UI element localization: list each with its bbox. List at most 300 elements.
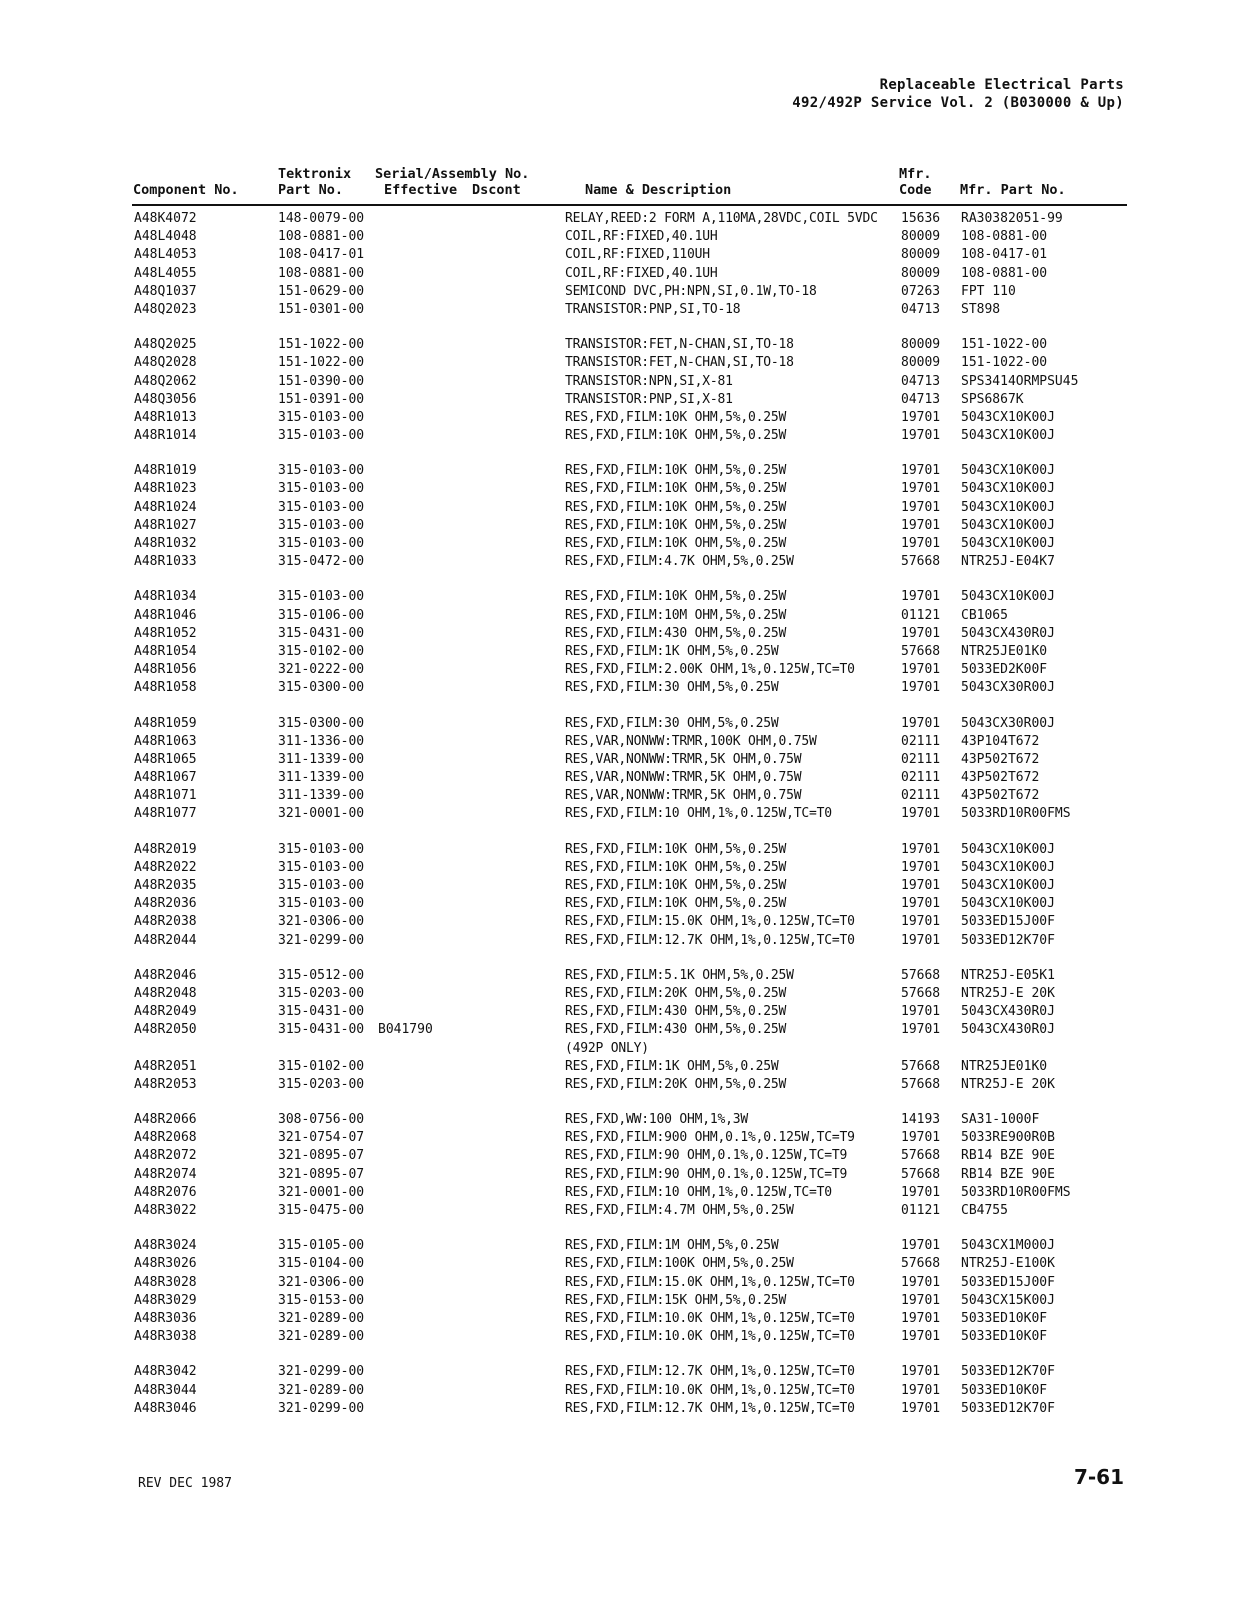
table-row: [0, 499, 1237, 517]
mfr-code: 19701: [901, 536, 941, 551]
name-description: RES,FXD,FILM:30 OHM,5%,0.25W: [565, 715, 779, 731]
mfr-code: 57668: [901, 985, 941, 1001]
component-no: A48R3038: [134, 1329, 197, 1345]
tektronix-part-no: 321-0289-00: [278, 1329, 365, 1345]
component-no: A48R1063: [134, 733, 197, 749]
table-row: [0, 336, 1237, 354]
table-row: [0, 1202, 1237, 1220]
component-no: A48R2053: [134, 1076, 197, 1092]
mfr-part-no: 5043CX10K00J: [961, 859, 1055, 875]
mfr-part-no: 108-0881-00: [961, 229, 1048, 245]
name-description: RES,FXD,FILM:5.1K OHM,5%,0.25W: [565, 967, 794, 983]
page-header: [792, 76, 1124, 112]
mfr-part-no: SPS6867K: [961, 391, 1024, 407]
name-description: RES,FXD,FILM:15.0K OHM,1%,0.125W,TC=T0: [565, 914, 855, 930]
mfr-part-no: 5043CX10K00J: [961, 463, 1055, 479]
name-description: RELAY,REED:2 FORM A,110MA,28VDC,COIL 5VDC: [565, 211, 878, 226]
name-description: RES,FXD,FILM:10M OHM,5%,0.25W: [565, 607, 787, 623]
table-row: [0, 391, 1237, 409]
mfr-code: 02111: [901, 788, 941, 804]
component-no: A48R3024: [134, 1238, 197, 1254]
name-description: TRANSISTOR:NPN,SI,X-81: [565, 373, 733, 389]
tektronix-part-no: 315-0103-00: [278, 859, 365, 875]
mfr-code: 19701: [901, 1364, 941, 1380]
name-description: RES,VAR,NONWW:TRMR,100K OHM,0.75W: [565, 733, 817, 749]
name-description: RES,FXD,FILM:2.00K OHM,1%,0.125W,TC=T0: [565, 662, 855, 678]
table-row: [0, 913, 1237, 931]
tektronix-part-no: 321-0299-00: [278, 1364, 365, 1380]
mfr-part-no: 5043CX10K00J: [961, 409, 1055, 425]
table-row: [0, 553, 1237, 571]
tektronix-part-no: 321-0289-00: [278, 1382, 365, 1398]
mfr-code: 19701: [901, 680, 941, 696]
component-no: A48Q2062: [134, 373, 197, 389]
mfr-part-no: 5033ED12K70F: [961, 1364, 1055, 1380]
table-row: [0, 480, 1237, 498]
tektronix-part-no: 315-0103-00: [278, 481, 365, 497]
tektronix-part-no: 315-0102-00: [278, 643, 365, 659]
mfr-code: 80009: [901, 247, 941, 263]
tektronix-part-no: 321-0289-00: [278, 1310, 365, 1326]
mfr-part-no: NTR25J-E100K: [961, 1256, 1055, 1272]
mfr-part-no: SA31-1000F: [961, 1112, 1040, 1128]
serial-effective: B041790: [378, 1022, 433, 1038]
mfr-code: 15636: [901, 211, 941, 226]
column-header-part-no: Part No.: [278, 182, 344, 198]
column-header-component: Component No.: [133, 182, 239, 198]
component-no: A48L4053: [134, 247, 197, 263]
table-row: [0, 751, 1237, 769]
mfr-code: 04713: [901, 391, 941, 407]
table-row: [0, 283, 1237, 301]
mfr-part-no: RB14 BZE 90E: [961, 1166, 1055, 1182]
parts-list: [0, 210, 1237, 1418]
tektronix-part-no: 321-0306-00: [278, 914, 365, 930]
component-no: A48R2036: [134, 896, 197, 912]
column-header-effective: Effective: [384, 182, 458, 198]
mfr-code: 19701: [901, 1004, 941, 1020]
component-no: A48R3026: [134, 1256, 197, 1272]
table-row: [0, 1058, 1237, 1076]
tektronix-part-no: 108-0417-01: [278, 247, 365, 263]
mfr-code: 19701: [901, 1130, 941, 1146]
revision-date: REV DEC 1987: [138, 1476, 232, 1491]
name-description: RES,FXD,FILM:20K OHM,5%,0.25W: [565, 1076, 787, 1092]
mfr-part-no: NTR25JE01K0: [961, 1058, 1048, 1074]
mfr-code: 19701: [901, 1310, 941, 1326]
table-row: [0, 733, 1237, 751]
tektronix-part-no: 315-0105-00: [278, 1238, 365, 1254]
tektronix-part-no: 315-0103-00: [278, 428, 365, 444]
mfr-part-no: 5043CX10K00J: [961, 517, 1055, 533]
mfr-part-no: 151-1022-00: [961, 355, 1048, 371]
table-row: [0, 769, 1237, 787]
column-header-mfr: Mfr.: [899, 166, 932, 182]
table-row: [0, 427, 1237, 445]
mfr-code: 07263: [901, 283, 941, 299]
mfr-code: 19701: [901, 1400, 941, 1416]
column-header-name-description: Name & Description: [585, 182, 732, 198]
header-divider: [132, 204, 1127, 206]
name-description: RES,FXD,FILM:4.7K OHM,5%,0.25W: [565, 554, 794, 570]
mfr-part-no: ST898: [961, 301, 1001, 317]
component-no: A48R1065: [134, 751, 197, 767]
mfr-code: 14193: [901, 1112, 941, 1128]
table-row: [0, 517, 1237, 535]
component-no: A48R1071: [134, 788, 197, 804]
tektronix-part-no: 311-1339-00: [278, 751, 365, 767]
table-row: [0, 265, 1237, 283]
name-description: RES,FXD,FILM:12.7K OHM,1%,0.125W,TC=T0: [565, 1364, 855, 1380]
name-description: RES,FXD,FILM:10K OHM,5%,0.25W: [565, 463, 787, 479]
tektronix-part-no: 315-0102-00: [278, 1058, 365, 1074]
name-description: TRANSISTOR:FET,N-CHAN,SI,TO-18: [565, 355, 794, 371]
tektronix-part-no: 315-0104-00: [278, 1256, 365, 1272]
mfr-part-no: 5043CX10K00J: [961, 878, 1055, 893]
table-row: [0, 877, 1237, 895]
tektronix-part-no: 315-0103-00: [278, 589, 365, 605]
tektronix-part-no: 108-0881-00: [278, 229, 365, 245]
tektronix-part-no: 321-0001-00: [278, 806, 365, 822]
table-row: [0, 409, 1237, 427]
component-no: A48R1023: [134, 481, 197, 497]
table-row: [0, 859, 1237, 877]
table-row: [0, 895, 1237, 913]
component-no: A48Q1037: [134, 283, 197, 299]
component-no: A48R3022: [134, 1203, 197, 1218]
tektronix-part-no: 315-0475-00: [278, 1203, 365, 1218]
component-no: A48Q3056: [134, 391, 197, 407]
table-row: [0, 246, 1237, 264]
component-no: A48R2035: [134, 878, 197, 893]
component-no: A48R2074: [134, 1166, 197, 1182]
name-description: RES,FXD,FILM:10.0K OHM,1%,0.125W,TC=T0: [565, 1310, 855, 1326]
mfr-part-no: 5033ED10K0F: [961, 1329, 1048, 1345]
table-row: [0, 462, 1237, 480]
table-row: [0, 1021, 1237, 1039]
component-no: A48R1054: [134, 643, 197, 659]
mfr-code: 02111: [901, 733, 941, 749]
tektronix-part-no: 315-0103-00: [278, 517, 365, 533]
tektronix-part-no: 321-0299-00: [278, 932, 365, 948]
name-description: RES,FXD,FILM:10.0K OHM,1%,0.125W,TC=T0: [565, 1329, 855, 1345]
component-no: A48R3044: [134, 1382, 197, 1398]
tektronix-part-no: 315-0203-00: [278, 1076, 365, 1092]
table-row: [0, 373, 1237, 391]
component-no: A48Q2028: [134, 355, 197, 371]
table-row: [0, 228, 1237, 246]
mfr-code: 80009: [901, 337, 941, 353]
table-row: [0, 679, 1237, 697]
mfr-part-no: 43P502T672: [961, 751, 1040, 767]
name-description: RES,FXD,FILM:1K OHM,5%,0.25W: [565, 643, 779, 659]
tektronix-part-no: 311-1339-00: [278, 788, 365, 804]
mfr-part-no: 5043CX10K00J: [961, 536, 1055, 551]
mfr-part-no: 5043CX430R0J: [961, 1004, 1055, 1020]
name-description: RES,FXD,FILM:15K OHM,5%,0.25W: [565, 1292, 787, 1308]
tektronix-part-no: 315-0103-00: [278, 841, 365, 857]
component-no: A48Q2023: [134, 301, 197, 317]
table-row: [0, 932, 1237, 950]
mfr-part-no: 151-1022-00: [961, 337, 1048, 353]
table-row: [0, 1076, 1237, 1094]
mfr-part-no: 108-0881-00: [961, 265, 1048, 281]
name-description: COIL,RF:FIXED,110UH: [565, 247, 710, 263]
mfr-code: 19701: [901, 1238, 941, 1254]
table-row: [0, 354, 1237, 372]
mfr-part-no: 5043CX1M000J: [961, 1238, 1055, 1254]
component-no: A48R2072: [134, 1148, 197, 1164]
component-no: A48R1046: [134, 607, 197, 623]
mfr-code: 01121: [901, 1203, 941, 1218]
tektronix-part-no: 315-0153-00: [278, 1292, 365, 1308]
tektronix-part-no: 151-1022-00: [278, 355, 365, 371]
component-no: A48R3042: [134, 1364, 197, 1380]
column-header-mfr-part-no: Mfr. Part No.: [960, 182, 1066, 198]
table-row: [0, 1237, 1237, 1255]
component-no: A48R1067: [134, 770, 197, 786]
component-no: A48R2050: [134, 1022, 197, 1038]
component-no: A48R1056: [134, 662, 197, 678]
table-row: [0, 1166, 1237, 1184]
table-row: [0, 1255, 1237, 1273]
mfr-code: 19701: [901, 1274, 941, 1290]
mfr-code: 57668: [901, 1058, 941, 1074]
mfr-part-no: NTR25JE01K0: [961, 643, 1048, 659]
tektronix-part-no: 311-1336-00: [278, 733, 365, 749]
tektronix-part-no: 315-0103-00: [278, 878, 365, 893]
table-row: [0, 715, 1237, 733]
name-description: RES,FXD,FILM:10K OHM,5%,0.25W: [565, 428, 787, 444]
table-row: [0, 985, 1237, 1003]
mfr-part-no: 5043CX30R00J: [961, 680, 1055, 696]
tektronix-part-no: 315-0103-00: [278, 409, 365, 425]
mfr-code: 57668: [901, 1166, 941, 1182]
mfr-code: 04713: [901, 373, 941, 389]
mfr-code: 19701: [901, 481, 941, 497]
mfr-code: 19701: [901, 1329, 941, 1345]
mfr-code: 19701: [901, 841, 941, 857]
tektronix-part-no: 315-0300-00: [278, 680, 365, 696]
mfr-code: 04713: [901, 301, 941, 317]
mfr-part-no: FPT 110: [961, 283, 1016, 299]
tektronix-part-no: 321-0299-00: [278, 1400, 365, 1416]
name-description: RES,FXD,FILM:430 OHM,5%,0.25W: [565, 625, 787, 641]
name-description: RES,FXD,FILM:90 OHM,0.1%,0.125W,TC=T9: [565, 1166, 848, 1182]
component-no: A48R1059: [134, 715, 197, 731]
mfr-part-no: 5033ED15J00F: [961, 1274, 1055, 1290]
component-no: A48R3029: [134, 1292, 197, 1308]
mfr-code: 19701: [901, 409, 941, 425]
name-description: RES,FXD,FILM:10K OHM,5%,0.25W: [565, 878, 787, 893]
tektronix-part-no: 151-0629-00: [278, 283, 365, 299]
name-description: (492P ONLY): [565, 1040, 649, 1056]
component-no: A48R3028: [134, 1274, 197, 1290]
mfr-part-no: 43P502T672: [961, 788, 1040, 804]
tektronix-part-no: 315-0106-00: [278, 607, 365, 623]
name-description: RES,FXD,FILM:10K OHM,5%,0.25W: [565, 896, 787, 912]
name-description: RES,FXD,FILM:10 OHM,1%,0.125W,TC=T0: [565, 1184, 832, 1200]
mfr-part-no: 5033ED12K70F: [961, 932, 1055, 948]
mfr-part-no: 5033ED10K0F: [961, 1382, 1048, 1398]
mfr-part-no: 5033RD10R00FMS: [961, 1184, 1071, 1200]
table-row: [0, 1328, 1237, 1346]
component-no: A48R2049: [134, 1004, 197, 1020]
name-description: SEMICOND DVC,PH:NPN,SI,0.1W,TO-18: [565, 283, 817, 299]
name-description: RES,FXD,FILM:15.0K OHM,1%,0.125W,TC=T0: [565, 1274, 855, 1290]
name-description: COIL,RF:FIXED,40.1UH: [565, 229, 718, 245]
mfr-part-no: 5043CX15K00J: [961, 1292, 1055, 1308]
table-row: [0, 1292, 1237, 1310]
mfr-code: 57668: [901, 554, 941, 570]
component-no: A48R3036: [134, 1310, 197, 1326]
name-description: RES,FXD,FILM:430 OHM,5%,0.25W: [565, 1004, 787, 1020]
table-row: [0, 1310, 1237, 1328]
tektronix-part-no: 321-0306-00: [278, 1274, 365, 1290]
component-no: A48R2038: [134, 914, 197, 930]
table-row: [0, 643, 1237, 661]
tektronix-part-no: 315-0431-00: [278, 625, 365, 641]
mfr-part-no: 5043CX430R0J: [961, 1022, 1055, 1038]
column-header-tektronix: Tektronix: [278, 166, 352, 182]
name-description: COIL,RF:FIXED,40.1UH: [565, 265, 718, 281]
tektronix-part-no: 315-0431-00: [278, 1022, 365, 1038]
component-no: A48R1058: [134, 680, 197, 696]
tektronix-part-no: 315-0431-00: [278, 1004, 365, 1020]
tektronix-part-no: 315-0103-00: [278, 499, 365, 515]
table-row: [0, 841, 1237, 859]
table-row: [0, 1147, 1237, 1165]
column-header-mfr-code: Code: [899, 182, 932, 198]
tektronix-part-no: 315-0103-00: [278, 536, 365, 551]
mfr-part-no: 5033RE900R0B: [961, 1130, 1055, 1146]
component-no: A48L4055: [134, 265, 197, 281]
component-no: A48R1034: [134, 589, 197, 605]
mfr-code: 19701: [901, 1022, 941, 1038]
tektronix-part-no: 321-0895-07: [278, 1166, 365, 1182]
mfr-part-no: 43P502T672: [961, 770, 1040, 786]
component-no: A48R3046: [134, 1400, 197, 1416]
name-description: RES,FXD,FILM:10K OHM,5%,0.25W: [565, 841, 787, 857]
header-title: Replaceable Electrical Parts: [879, 77, 1124, 93]
name-description: RES,VAR,NONWW:TRMR,5K OHM,0.75W: [565, 788, 802, 804]
name-description: RES,FXD,FILM:20K OHM,5%,0.25W: [565, 985, 787, 1001]
component-no: A48R2076: [134, 1184, 197, 1200]
mfr-code: 19701: [901, 878, 941, 893]
name-description: TRANSISTOR:FET,N-CHAN,SI,TO-18: [565, 337, 794, 353]
mfr-part-no: RB14 BZE 90E: [961, 1148, 1055, 1164]
mfr-code: 57668: [901, 1076, 941, 1092]
tektronix-part-no: 308-0756-00: [278, 1112, 365, 1128]
mfr-code: 19701: [901, 463, 941, 479]
tektronix-part-no: 148-0079-00: [278, 211, 365, 226]
name-description: RES,FXD,FILM:1M OHM,5%,0.25W: [565, 1238, 779, 1254]
name-description: RES,FXD,FILM:900 OHM,0.1%,0.125W,TC=T9: [565, 1130, 855, 1146]
name-description: RES,FXD,FILM:10K OHM,5%,0.25W: [565, 859, 787, 875]
component-no: A48R1033: [134, 554, 197, 570]
component-no: A48R2051: [134, 1058, 197, 1074]
tektronix-part-no: 315-0512-00: [278, 967, 365, 983]
name-description: RES,FXD,FILM:12.7K OHM,1%,0.125W,TC=T0: [565, 1400, 855, 1416]
name-description: RES,FXD,FILM:4.7M OHM,5%,0.25W: [565, 1203, 794, 1218]
mfr-part-no: 5043CX10K00J: [961, 481, 1055, 497]
column-header-serial-assembly: Serial/Assembly No.: [375, 166, 530, 182]
name-description: RES,FXD,FILM:10K OHM,5%,0.25W: [565, 536, 787, 551]
header-subtitle: 492/492P Service Vol. 2 (B030000 & Up): [792, 95, 1124, 111]
name-description: TRANSISTOR:PNP,SI,X-81: [565, 391, 733, 407]
name-description: RES,FXD,FILM:10K OHM,5%,0.25W: [565, 409, 787, 425]
mfr-part-no: NTR25J-E04K7: [961, 554, 1055, 570]
name-description: RES,FXD,FILM:1K OHM,5%,0.25W: [565, 1058, 779, 1074]
component-no: A48R2044: [134, 932, 197, 948]
name-description: RES,FXD,FILM:10K OHM,5%,0.25W: [565, 589, 787, 605]
mfr-part-no: 5043CX30R00J: [961, 715, 1055, 731]
tektronix-part-no: 151-0390-00: [278, 373, 365, 389]
mfr-part-no: 5033ED12K70F: [961, 1400, 1055, 1416]
component-no: A48R2068: [134, 1130, 197, 1146]
name-description: RES,FXD,FILM:10 OHM,1%,0.125W,TC=T0: [565, 806, 832, 822]
mfr-code: 19701: [901, 428, 941, 444]
mfr-part-no: CB1065: [961, 607, 1008, 623]
component-no: A48R2046: [134, 967, 197, 983]
page-number: 7-61: [1073, 1465, 1124, 1489]
mfr-code: 80009: [901, 265, 941, 281]
table-row: [0, 1400, 1237, 1418]
name-description: RES,FXD,FILM:10.0K OHM,1%,0.125W,TC=T0: [565, 1382, 855, 1398]
mfr-code: 19701: [901, 1184, 941, 1200]
mfr-part-no: 5033ED15J00F: [961, 914, 1055, 930]
mfr-code: 02111: [901, 751, 941, 767]
name-description: RES,FXD,FILM:12.7K OHM,1%,0.125W,TC=T0: [565, 932, 855, 948]
component-no: A48R2019: [134, 841, 197, 857]
mfr-code: 19701: [901, 806, 941, 822]
tektronix-part-no: 315-0103-00: [278, 896, 365, 912]
name-description: RES,VAR,NONWW:TRMR,5K OHM,0.75W: [565, 751, 802, 767]
component-no: A48L4048: [134, 229, 197, 245]
mfr-part-no: 5043CX10K00J: [961, 896, 1055, 912]
name-description: RES,FXD,FILM:10K OHM,5%,0.25W: [565, 517, 787, 533]
name-description: RES,FXD,FILM:90 OHM,0.1%,0.125W,TC=T9: [565, 1148, 848, 1164]
table-row: [0, 787, 1237, 805]
mfr-code: 19701: [901, 625, 941, 641]
tektronix-part-no: 315-0472-00: [278, 554, 365, 570]
mfr-code: 01121: [901, 607, 941, 623]
mfr-part-no: 5033ED2K00F: [961, 662, 1048, 678]
name-description: RES,FXD,WW:100 OHM,1%,3W: [565, 1112, 749, 1128]
table-row: [0, 301, 1237, 319]
component-no: A48R2066: [134, 1112, 197, 1128]
tektronix-part-no: 315-0300-00: [278, 715, 365, 731]
component-no: A48R1014: [134, 428, 197, 444]
table-row: [0, 1040, 1237, 1058]
table-row: [0, 535, 1237, 553]
table-row: [0, 1129, 1237, 1147]
tektronix-part-no: 151-1022-00: [278, 337, 365, 353]
table-row: [0, 967, 1237, 985]
mfr-part-no: 5043CX10K00J: [961, 428, 1055, 444]
mfr-part-no: 5043CX430R0J: [961, 625, 1055, 641]
component-no: A48K4072: [134, 211, 197, 226]
table-row: [0, 1363, 1237, 1381]
mfr-code: 19701: [901, 914, 941, 930]
mfr-part-no: NTR25J-E05K1: [961, 967, 1055, 983]
name-description: RES,FXD,FILM:10K OHM,5%,0.25W: [565, 499, 787, 515]
mfr-part-no: CB4755: [961, 1203, 1008, 1218]
mfr-code: 02111: [901, 770, 941, 786]
mfr-code: 19701: [901, 932, 941, 948]
mfr-code: 19701: [901, 499, 941, 515]
mfr-code: 57668: [901, 967, 941, 983]
